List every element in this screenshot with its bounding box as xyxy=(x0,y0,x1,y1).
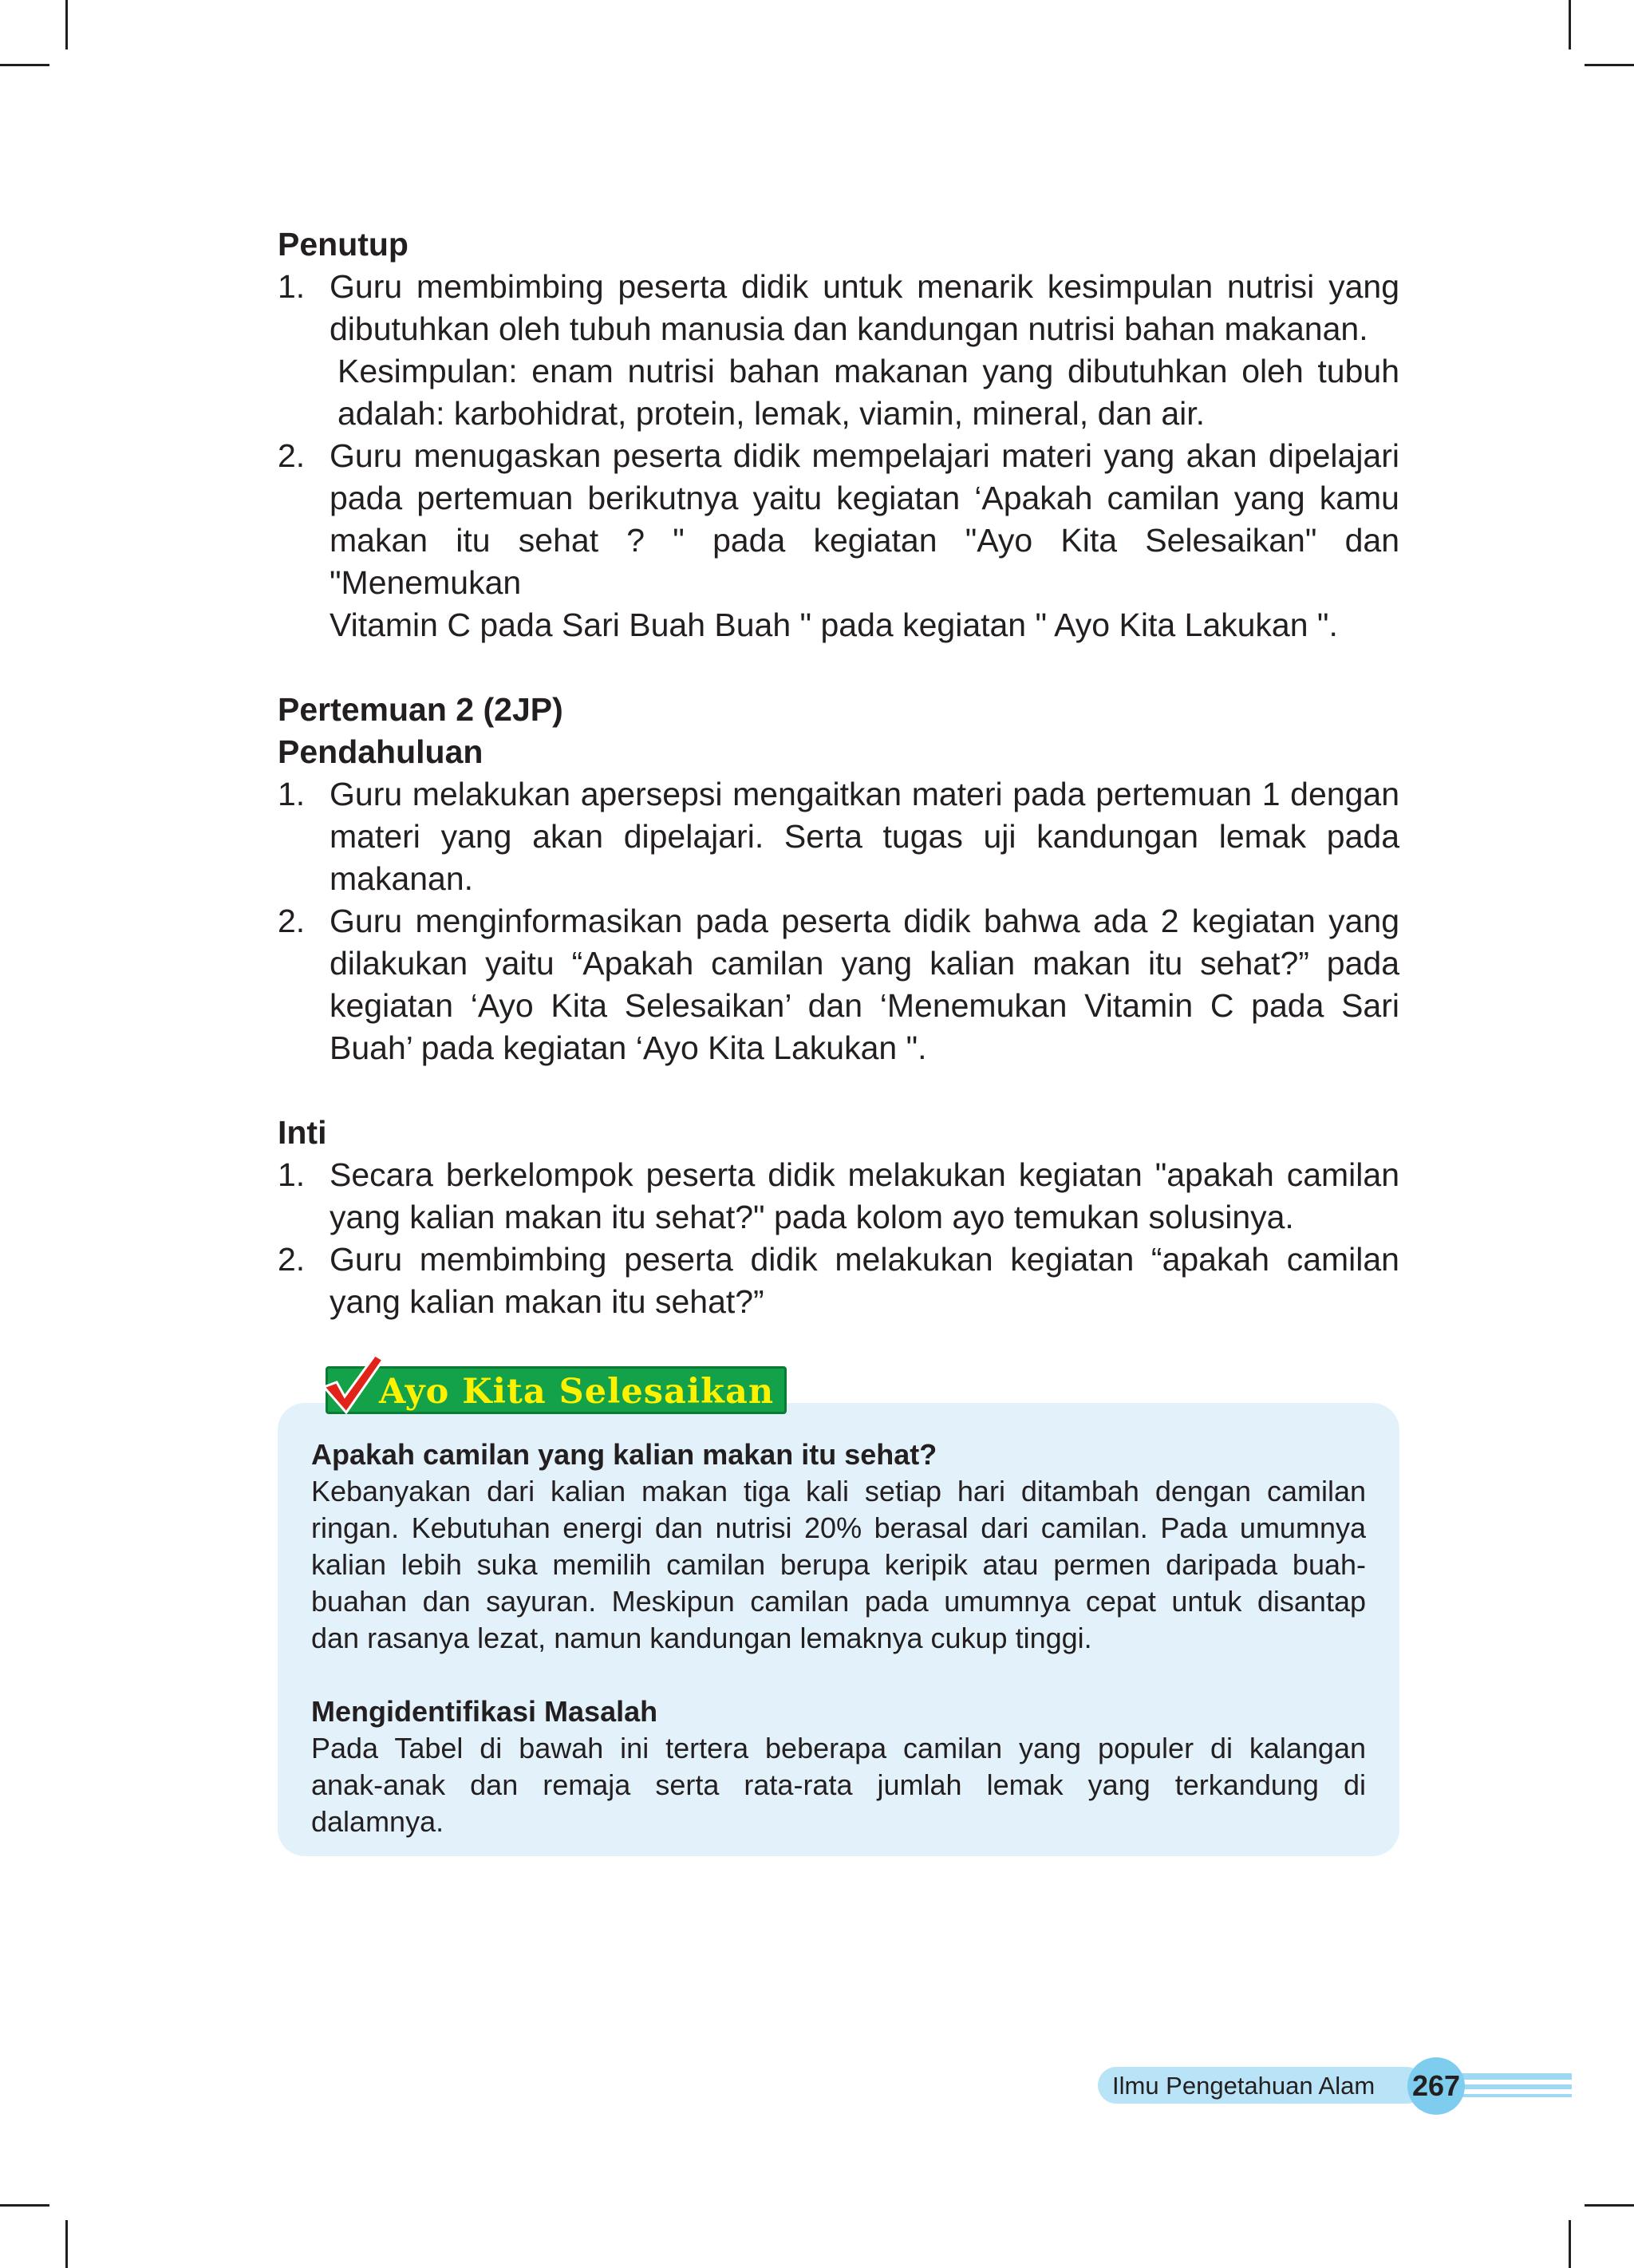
crop-mark xyxy=(1569,0,1571,49)
activity-question: Apakah camilan yang kalian makan itu sehat? xyxy=(311,1438,937,1471)
activity-subheading: Mengidentifikasi Masalah xyxy=(311,1695,658,1728)
list-item xyxy=(278,773,1399,900)
item-line: kegiatan ‘Ayo Kita Selesaikan’ dan ‘Menemukan Vitamin C pada Sari xyxy=(330,987,1399,1024)
item-line: pada pertemuan berikutnya yaitu kegiatan ‘Apakah camilan yang kamu xyxy=(330,480,1399,516)
item-line: Guru melakukan apersepsi mengaitkan materi pada pertemuan 1 dengan xyxy=(330,776,1399,812)
pendahuluan-heading: Pendahuluan xyxy=(278,733,483,770)
crop-mark xyxy=(1585,64,1634,66)
item-number: 2. xyxy=(278,1241,306,1278)
page-number: 267 xyxy=(1411,2069,1461,2102)
pertemuan-heading: Pertemuan 2 (2JP) xyxy=(278,691,563,728)
item-line: adalah: karbohidrat, protein, lemak, viamin, mineral, dan air. xyxy=(337,395,1206,432)
item-number: 1. xyxy=(278,776,306,812)
list-item xyxy=(278,1154,1399,1239)
item-line: yang kalian makan itu sehat?" pada kolom ayo temukan solusinya. xyxy=(330,1199,1294,1235)
checkmark-icon xyxy=(319,1352,385,1414)
activity-paragraph xyxy=(311,1473,1366,1657)
item-line: Guru menginformasikan pada peserta didik bahwa ada 2 kegiatan yang xyxy=(330,903,1399,939)
paragraph-line: kalian lebih suka memilih camilan berupa keripik atau permen daripada buah- xyxy=(311,1548,1366,1581)
pendahuluan-list xyxy=(278,773,1399,1069)
inti-heading: Inti xyxy=(278,1114,327,1151)
paragraph-line: buahan dan sayuran. Meskipun camilan pada umumnya cepat untuk disantap xyxy=(311,1585,1366,1618)
penutup-heading: Penutup xyxy=(278,226,408,263)
item-line: dibutuhkan oleh tubuh manusia dan kandungan nutrisi bahan makanan. xyxy=(330,310,1368,347)
list-item xyxy=(278,266,1399,435)
item-line: materi yang akan dipelajari. Serta tugas uji kandungan lemak pada xyxy=(330,818,1399,855)
list-item xyxy=(278,435,1399,646)
item-line: makan itu sehat ? " pada kegiatan "Ayo Kita Selesaikan" dan "Menemukan xyxy=(330,522,1399,601)
paragraph-line: Pada Tabel di bawah ini tertera beberapa camilan yang populer di kalangan xyxy=(311,1732,1366,1764)
paragraph-line: dalamnya. xyxy=(311,1805,444,1838)
item-line: makanan. xyxy=(330,860,474,897)
crop-mark xyxy=(65,0,68,49)
item-number: 1. xyxy=(278,1156,306,1193)
penutup-list xyxy=(278,266,1399,646)
crop-mark xyxy=(65,2220,68,2268)
item-number: 1. xyxy=(278,268,306,305)
main-text xyxy=(278,223,1399,1323)
footer-subject: Ilmu Pengetahuan Alam xyxy=(1112,2072,1375,2100)
list-item xyxy=(278,900,1399,1069)
activity-paragraph xyxy=(311,1730,1366,1840)
item-line: Kesimpulan: enam nutrisi bahan makanan yang dibutuhkan oleh tubuh xyxy=(337,353,1399,389)
item-number: 2. xyxy=(278,437,306,474)
inti-list xyxy=(278,1154,1399,1323)
item-line: Guru membimbing peserta didik melakukan kegiatan “apakah camilan xyxy=(330,1241,1399,1278)
crop-mark xyxy=(1569,2220,1571,2268)
item-line: Secara berkelompok peserta didik melakukan kegiatan "apakah camilan xyxy=(330,1156,1399,1193)
crop-mark xyxy=(0,2204,49,2207)
crop-mark xyxy=(1585,2204,1634,2207)
activity-box-content xyxy=(311,1436,1366,1840)
banner-title: Ayo Kita Selesaikan xyxy=(379,1372,775,1412)
item-line: Guru membimbing peserta didik untuk menarik kesimpulan nutrisi yang xyxy=(330,268,1399,305)
list-item xyxy=(278,1239,1399,1323)
item-line: dilakukan yaitu “Apakah camilan yang kalian makan itu sehat?” pada xyxy=(330,945,1399,982)
paragraph-line: Kebanyakan dari kalian makan tiga kali setiap hari ditambah dengan camilan xyxy=(311,1475,1366,1507)
paragraph-line: ringan. Kebutuhan energi dan nutrisi 20% berasal dari camilan. Pada umumnya xyxy=(311,1511,1366,1544)
paragraph-line: dan rasanya lezat, namun kandungan lemaknya cukup tinggi. xyxy=(311,1622,1092,1654)
crop-mark xyxy=(0,64,49,66)
item-line: Guru menugaskan peserta didik mempelajari materi yang akan dipelajari xyxy=(330,437,1399,474)
item-line: Vitamin C pada Sari Buah Buah " pada kegiatan " Ayo Kita Lakukan ". xyxy=(330,607,1338,643)
paragraph-line: anak-anak dan remaja serta rata-rata jumlah lemak yang terkandung di xyxy=(311,1768,1366,1801)
activity-box xyxy=(278,1403,1399,1856)
activity-banner xyxy=(326,1366,787,1414)
item-line: Buah’ pada kegiatan ‘Ayo Kita Lakukan ". xyxy=(330,1029,927,1066)
item-number: 2. xyxy=(278,903,306,939)
item-line: yang kalian makan itu sehat?” xyxy=(330,1283,764,1320)
